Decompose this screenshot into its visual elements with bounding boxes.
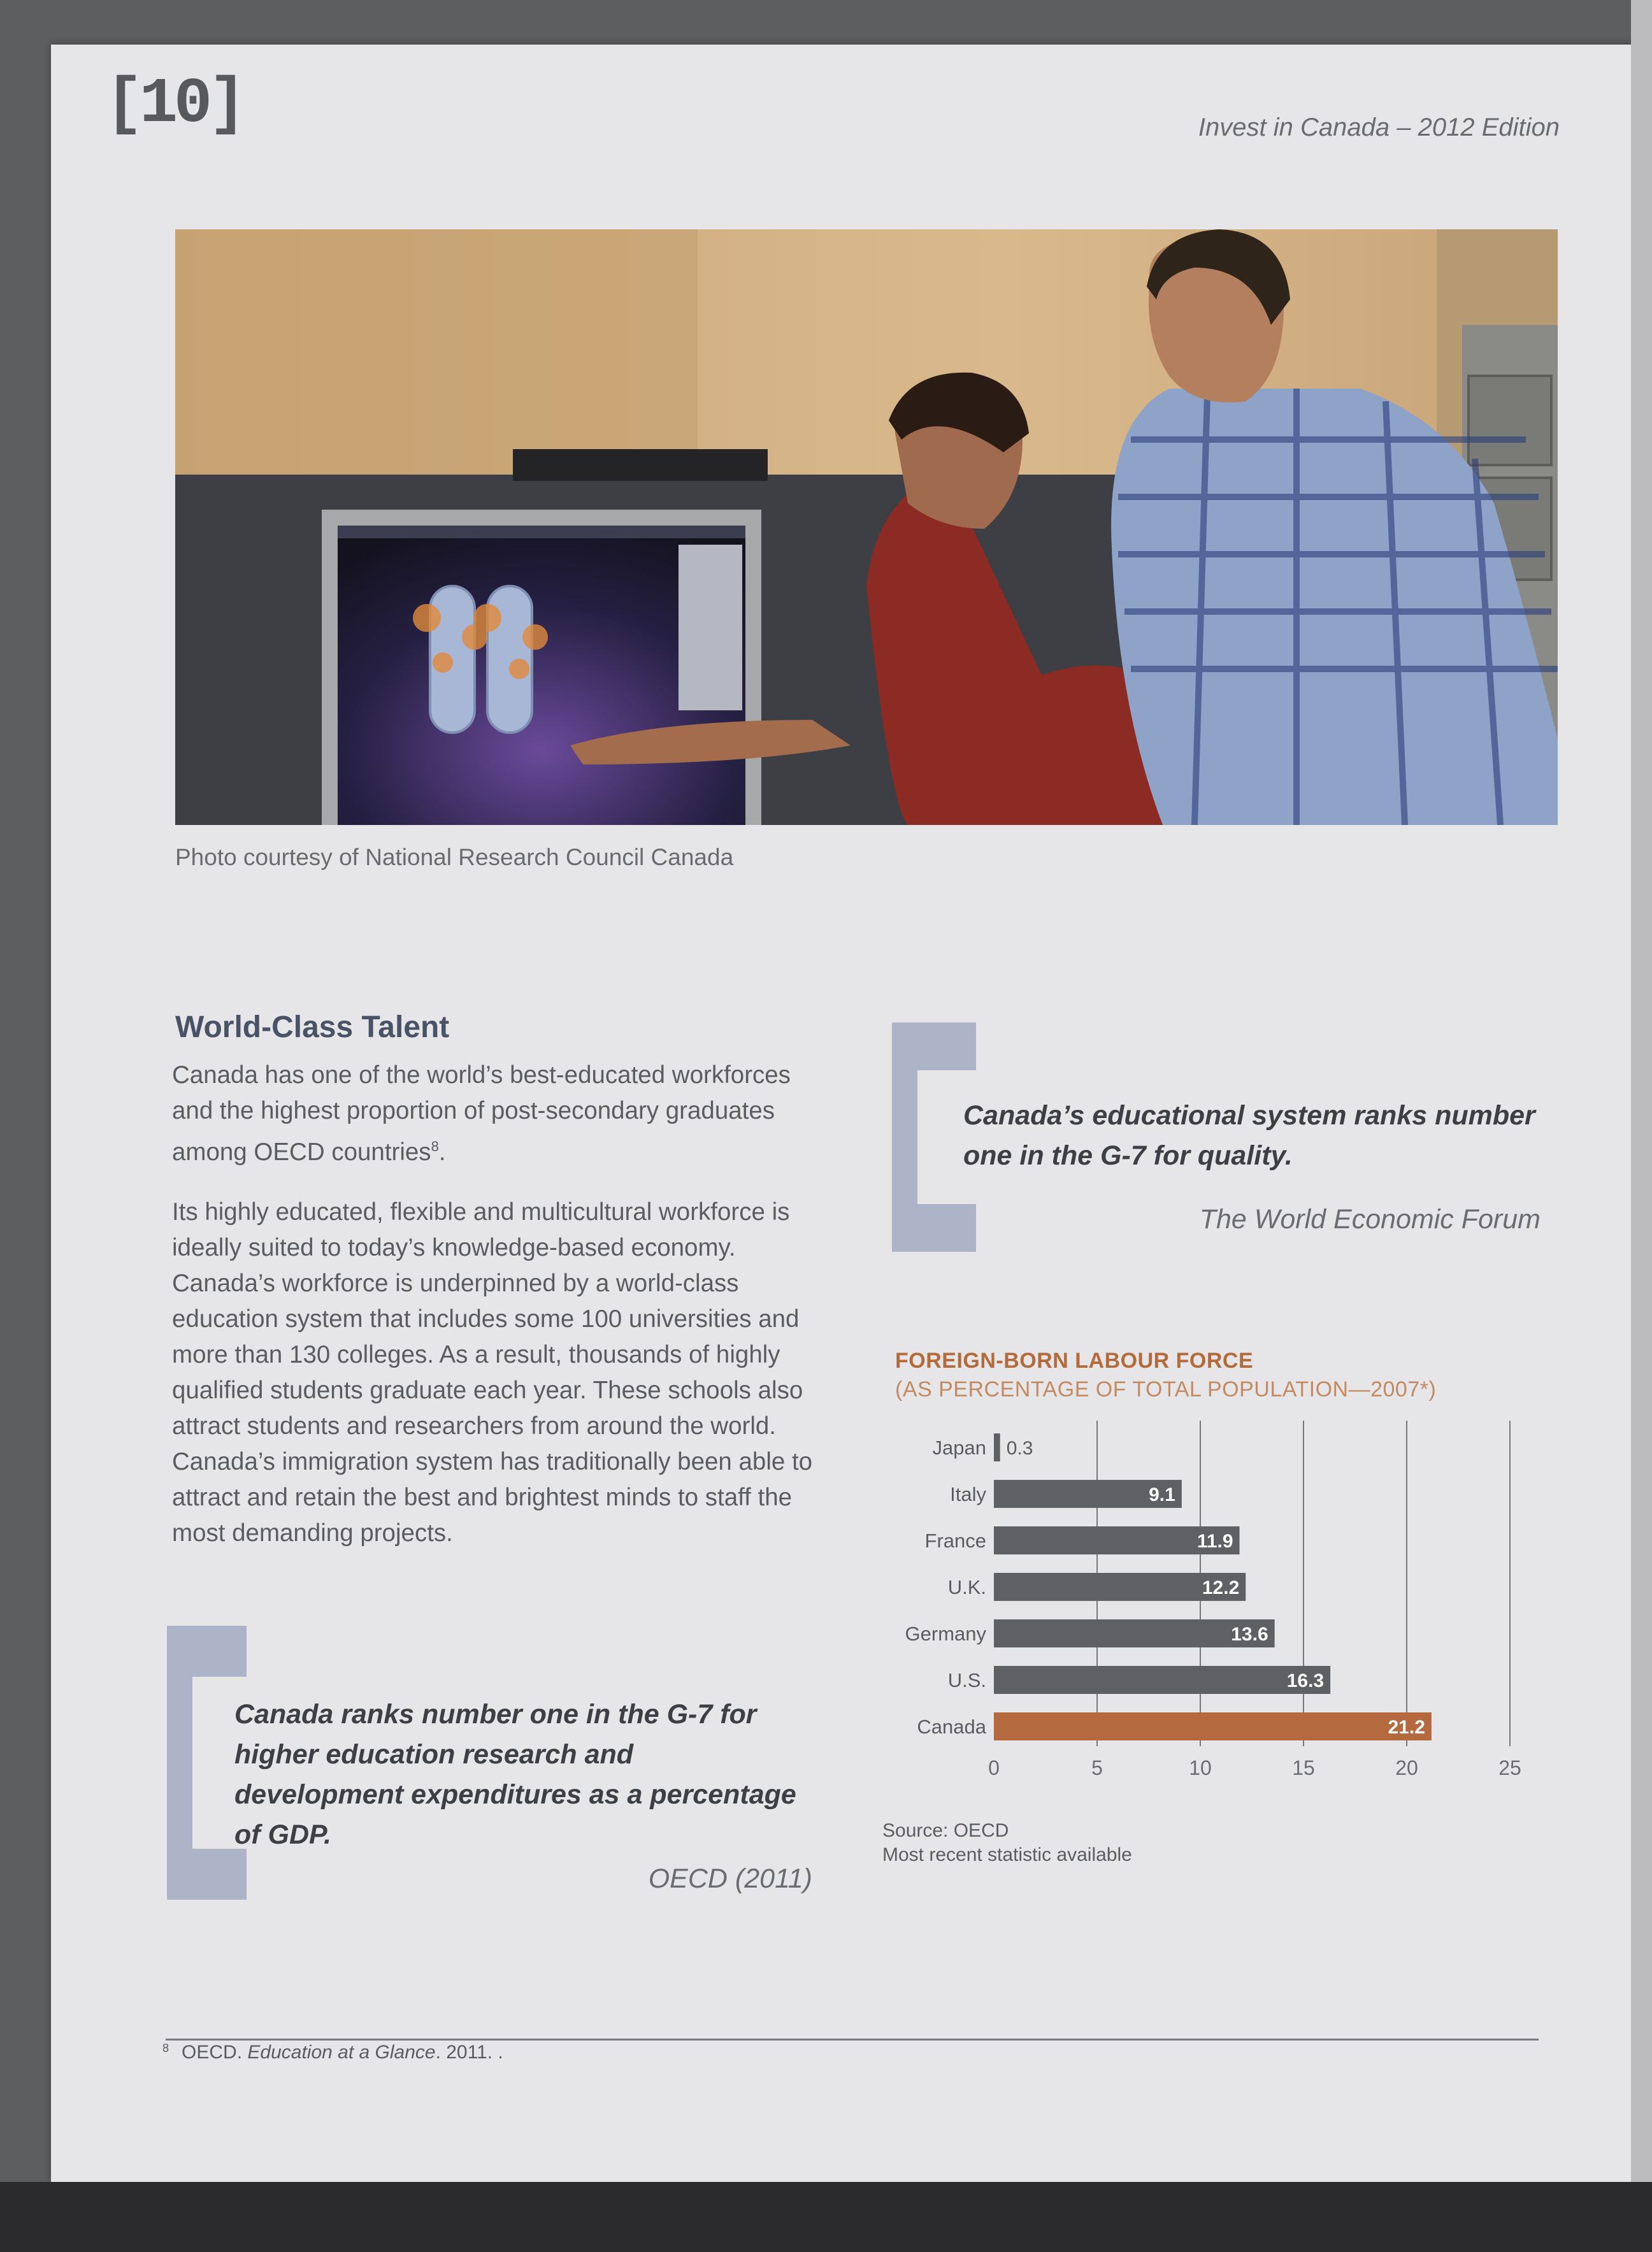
background-shadow	[0, 2182, 1652, 2252]
category-label: France	[924, 1530, 986, 1552]
x-tick-label: 25	[1498, 1756, 1521, 1779]
paragraph-1-end: .	[438, 1138, 446, 1166]
value-label: 9.1	[1149, 1484, 1175, 1505]
category-label: U.K.	[947, 1576, 986, 1598]
photo-caption: Photo courtesy of National Research Council Canada	[175, 844, 734, 870]
quote-wef: Canada’s educational system ranks number one in the G-7 for quality.	[963, 1100, 1535, 1171]
chart-title: FOREIGN-BORN LABOUR FORCE	[895, 1349, 1254, 1373]
x-tick-label: 5	[1091, 1756, 1103, 1779]
office-photo	[175, 229, 1558, 825]
source-line: Source: OECD	[882, 1820, 1009, 1841]
footnote-ref: 8	[431, 1138, 439, 1154]
bar	[994, 1712, 1432, 1740]
category-label: Germany	[905, 1623, 986, 1645]
value-label: 0.3	[1006, 1438, 1033, 1459]
bar	[994, 1433, 1000, 1461]
quote-oecd: Canada ranks number one in the G-7 for higher education research and development expenditures as a percentage of GDP.	[234, 1699, 796, 1850]
category-label: U.S.	[947, 1669, 986, 1691]
category-label: Japan	[932, 1437, 986, 1459]
section-heading: World-Class Talent	[175, 1010, 450, 1044]
category-label: Canada	[917, 1716, 986, 1738]
quote-bracket-right-top	[892, 1022, 976, 1070]
running-title: Invest in Canada – 2012 Edition	[1198, 113, 1560, 141]
chart-subtitle: (AS PERCENTAGE OF TOTAL POPULATION—2007*)	[895, 1377, 1437, 1402]
category-label: Italy	[950, 1483, 986, 1505]
page-edge	[1631, 0, 1652, 2252]
value-label: 12.2	[1202, 1577, 1240, 1598]
paragraph-1	[172, 1058, 828, 1170]
paragraph-2: Its highly educated, flexible and multicultural workforce is ideally suited to today’s knowledge-based economy. Canada’s workforce is underpinned by a world-class education system that includes some 100 universities and more than 130 colleges. As a result, thousands of highly qualified students graduate each year. These schools also attract students and researchers from around the world. Canada’s immigration system has traditionally been able to attract and retain the best and brightest minds to staff the most demanding projects.	[172, 1198, 813, 1547]
footnote	[162, 2042, 503, 2063]
source-note: Most recent statistic available	[882, 1844, 1132, 1865]
chart-source	[882, 1819, 1132, 1867]
footnote-marker: 8	[162, 2042, 169, 2055]
footnote-suffix: . 2011. .	[435, 2042, 503, 2063]
quote-oecd-attribution: OECD (2011)	[648, 1863, 812, 1894]
x-tick-label: 0	[988, 1756, 1000, 1779]
footnote-title: Education at a Glance	[247, 2042, 436, 2063]
bar-chart	[879, 1421, 1535, 1790]
x-tick-label: 15	[1292, 1756, 1315, 1779]
bar	[994, 1666, 1330, 1694]
paragraph-1-text: Canada has one of the world’s best-educated workforces and the highest proportion of post-secondary graduates among OECD countries	[172, 1061, 791, 1166]
value-label: 11.9	[1196, 1531, 1233, 1552]
quote-wef-attribution: The World Economic Forum	[1199, 1204, 1541, 1235]
value-label: 16.3	[1286, 1670, 1325, 1691]
quote-bracket-left-bottom	[167, 1849, 247, 1900]
value-label: 13.6	[1231, 1624, 1268, 1645]
x-tick-label: 10	[1189, 1756, 1212, 1779]
value-label: 21.2	[1388, 1717, 1425, 1738]
footnote-prefix: OECD.	[182, 2042, 243, 2063]
quote-bracket-right-bottom	[892, 1204, 976, 1252]
x-tick-label: 20	[1395, 1756, 1418, 1779]
quote-bracket-left-top	[167, 1626, 247, 1677]
page-number: [10]	[105, 69, 243, 141]
footnote-rule	[166, 2039, 1539, 2040]
